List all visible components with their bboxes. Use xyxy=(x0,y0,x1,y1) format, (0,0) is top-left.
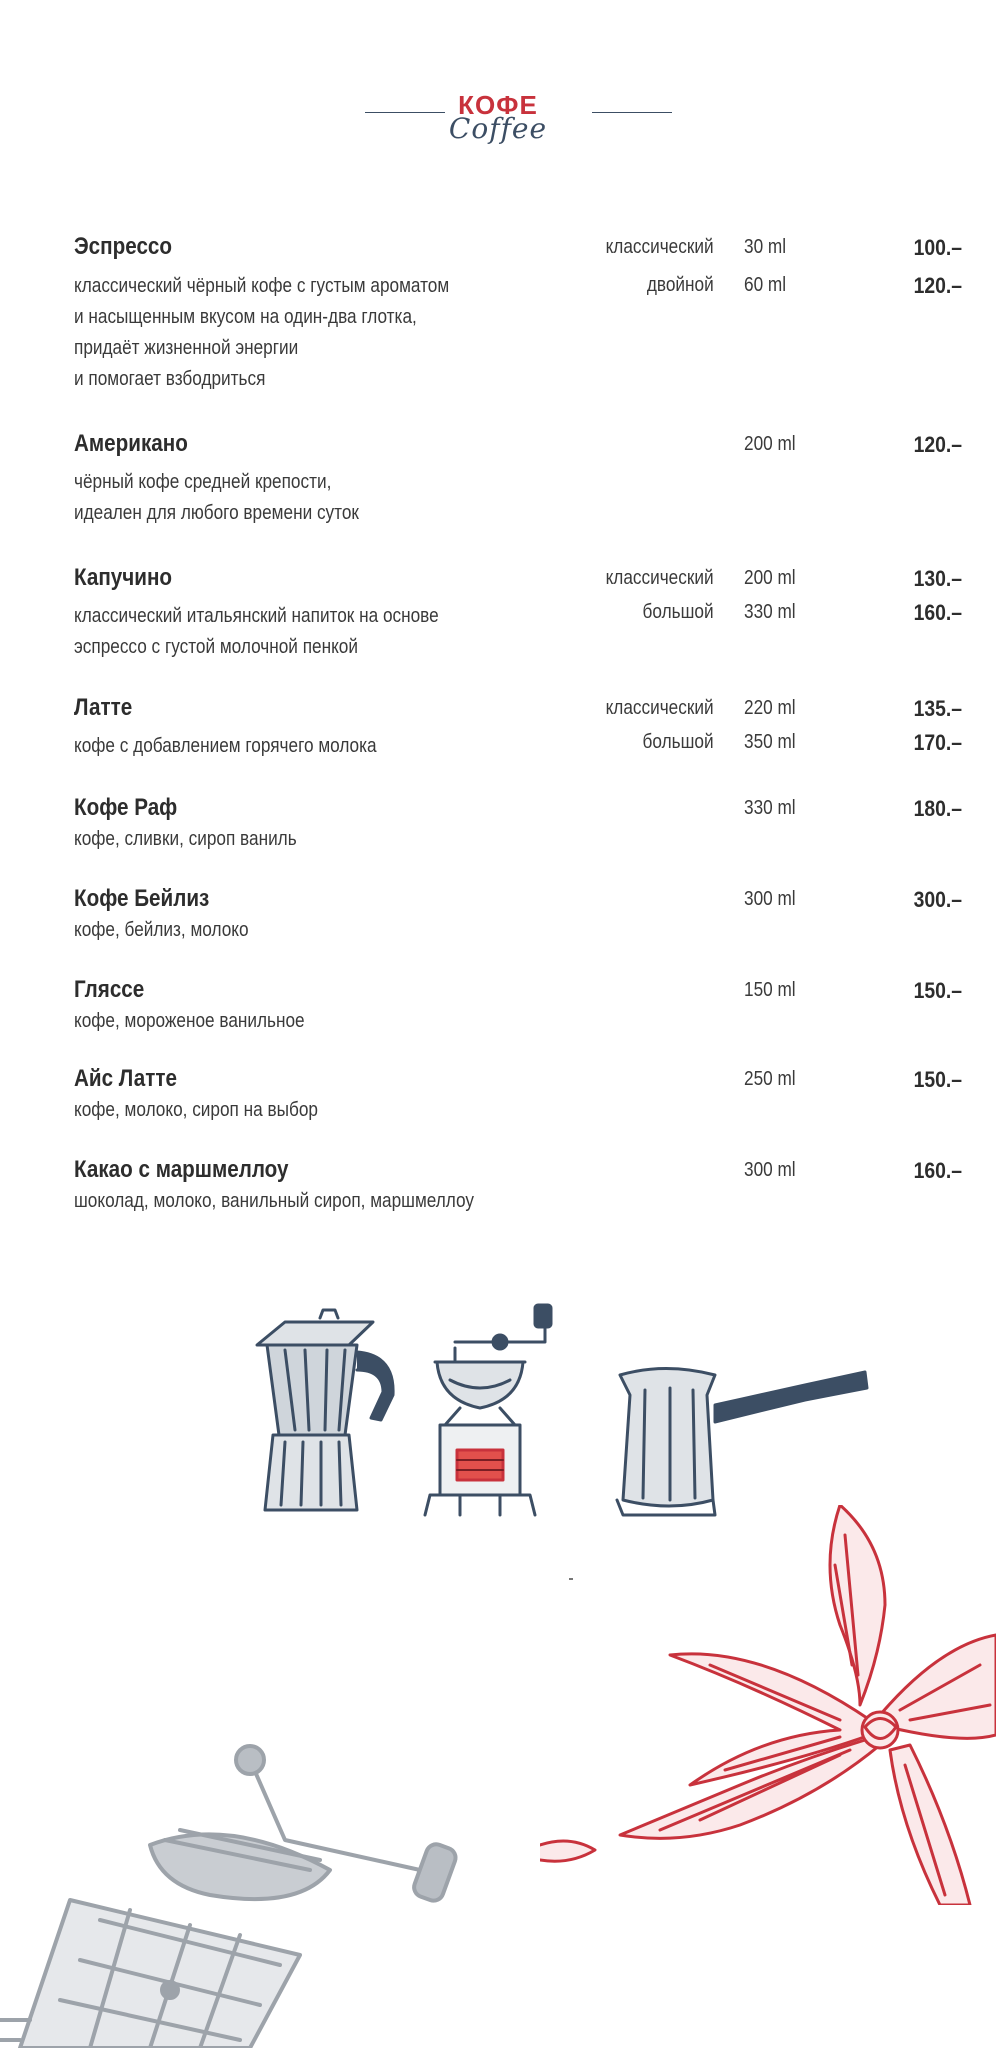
option-price: 160.– xyxy=(913,1158,962,1183)
item-name: Американо xyxy=(74,430,188,457)
option-volume: 220 ml xyxy=(744,697,796,719)
option-volume: 30 ml xyxy=(744,236,787,258)
option-price: 180.– xyxy=(913,796,962,821)
item-name: Эспрессо xyxy=(74,233,173,260)
item-description xyxy=(74,824,297,855)
option-price: 120.– xyxy=(913,273,962,298)
grinder-brazier-icon xyxy=(425,1305,551,1515)
description-line: чёрный кофе средней крепости, xyxy=(74,471,332,493)
option-volume: 200 ml xyxy=(744,433,796,455)
option-label: большой xyxy=(642,731,714,753)
description-line: шоколад, молоко, ванильный сироп, маршмеллоу xyxy=(74,1190,475,1212)
item-description xyxy=(74,915,249,946)
description-line: и насыщенным вкусом на один-два глотка, xyxy=(74,306,417,328)
description-line: классический итальянский напиток на основе xyxy=(74,605,439,627)
option-volume: 350 ml xyxy=(744,731,796,753)
option-price: 135.– xyxy=(913,696,962,721)
item-description xyxy=(74,467,359,529)
hand-grinder-illustration xyxy=(0,1720,470,2048)
item-description xyxy=(74,1186,474,1217)
item-name: Кофе Бейлиз xyxy=(74,885,210,912)
option-price: 120.– xyxy=(913,432,962,457)
item-option xyxy=(0,433,996,463)
item-option xyxy=(0,601,996,631)
description-line: кофе с добавлением горячего молока xyxy=(74,735,377,757)
description-line: придаёт жизненной энергии xyxy=(74,337,299,359)
description-line: эспрессо с густой молочной пенкой xyxy=(74,636,358,658)
section-title-en: Coffee xyxy=(448,112,548,145)
option-price: 160.– xyxy=(913,600,962,625)
option-price: 150.– xyxy=(913,978,962,1003)
item-option xyxy=(0,731,996,761)
option-volume: 300 ml xyxy=(744,1159,796,1181)
option-label: классический xyxy=(606,567,714,589)
option-price: 100.– xyxy=(913,235,962,260)
item-option xyxy=(0,567,996,597)
coffee-equipment-illustration xyxy=(245,1300,870,1525)
item-name: Гляссе xyxy=(74,976,145,1003)
option-price: 130.– xyxy=(913,566,962,591)
item-option xyxy=(0,274,996,304)
option-label: классический xyxy=(606,236,714,258)
item-name: Айс Латте xyxy=(74,1065,177,1092)
item-option xyxy=(0,979,996,1009)
section-title-ru: КОФЕ xyxy=(458,90,538,120)
item-option xyxy=(0,797,996,827)
option-label: двойной xyxy=(647,274,714,296)
description-line: кофе, мороженое ванильное xyxy=(74,1010,305,1032)
moka-pot-icon xyxy=(257,1310,393,1510)
description-line: и помогает взбодриться xyxy=(74,368,266,390)
description-line: классический чёрный кофе с густым ароматом xyxy=(74,275,450,297)
description-line: кофе, сливки, сироп ваниль xyxy=(74,828,297,850)
item-name: Латте xyxy=(74,694,133,721)
option-volume: 330 ml xyxy=(744,797,796,819)
option-volume: 200 ml xyxy=(744,567,796,589)
option-price: 150.– xyxy=(913,1067,962,1092)
option-label: классический xyxy=(606,697,714,719)
option-volume: 150 ml xyxy=(744,979,796,1001)
option-volume: 250 ml xyxy=(744,1068,796,1090)
item-option xyxy=(0,888,996,918)
item-name: Какао с маршмеллоу xyxy=(74,1156,289,1183)
item-name: Кофе Раф xyxy=(74,794,178,821)
option-price: 300.– xyxy=(913,887,962,912)
description-line: идеален для любого времени суток xyxy=(74,502,359,524)
cezve-icon xyxy=(617,1369,867,1516)
description-line: кофе, бейлиз, молоко xyxy=(74,919,249,941)
vanilla-flower-illustration xyxy=(540,1505,996,1905)
item-option xyxy=(0,1068,996,1098)
section-header xyxy=(0,90,996,170)
item-option xyxy=(0,236,996,266)
item-option xyxy=(0,697,996,727)
option-volume: 300 ml xyxy=(744,888,796,910)
item-name: Капучино xyxy=(74,564,173,591)
item-description xyxy=(74,1006,305,1037)
item-option xyxy=(0,1159,996,1189)
item-description xyxy=(74,1095,318,1126)
option-label: большой xyxy=(642,601,714,623)
option-volume: 330 ml xyxy=(744,601,796,623)
option-price: 170.– xyxy=(913,730,962,755)
description-line: кофе, молоко, сироп на выбор xyxy=(74,1099,318,1121)
option-volume: 60 ml xyxy=(744,274,787,296)
